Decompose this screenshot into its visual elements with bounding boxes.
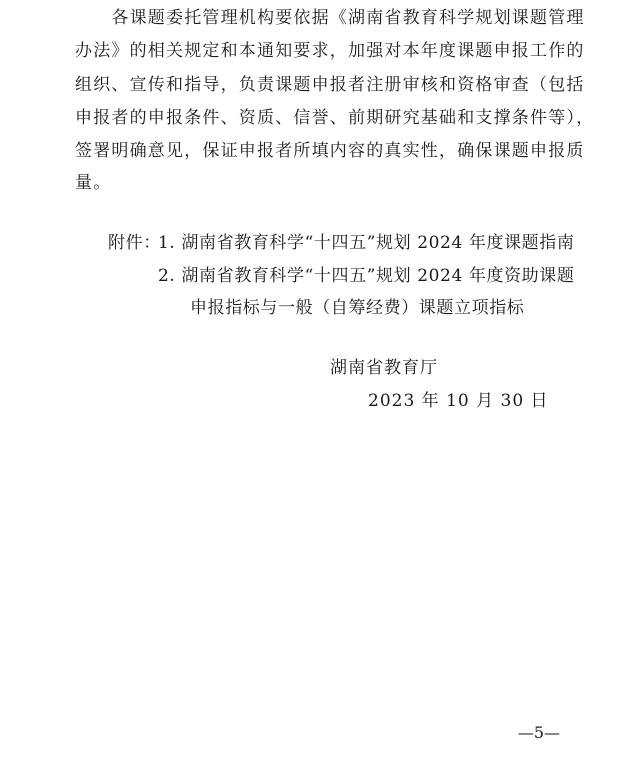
page-number: —5—: [517, 723, 560, 742]
paragraph-line: 组织、宣传和指导，负责课题申报者注册审核和资格审查（包括: [75, 75, 585, 95]
paragraph-line: 申报者的申报条件、资质、信誉、前期研究基础和支撑条件等），: [75, 108, 595, 128]
attachments-label: 附件：: [108, 233, 161, 253]
paragraph-line: 办法》的相关规定和本通知要求，加强对本年度课题申报工作的: [75, 41, 585, 61]
paragraph-line: 签署明确意见，保证申报者所填内容的真实性，确保课题申报质: [75, 141, 585, 161]
attachment-item-2: 2. 湖南省教育科学“十四五”规划 2024 年度资助课题: [158, 266, 575, 286]
attachment-item-2-continued: 申报指标与一般（自筹经费）课题立项指标: [190, 298, 525, 318]
paragraph-line: 各课题委托管理机构要依据《湖南省教育科学规划课题管理: [75, 8, 585, 28]
paragraph-line: 量。: [75, 173, 112, 193]
attachment-item-1: 1. 湖南省教育科学“十四五”规划 2024 年度课题指南: [158, 233, 575, 253]
issue-date: 2023 年 10 月 30 日: [368, 391, 549, 411]
issuer-name: 湖南省教育厅: [330, 358, 438, 378]
